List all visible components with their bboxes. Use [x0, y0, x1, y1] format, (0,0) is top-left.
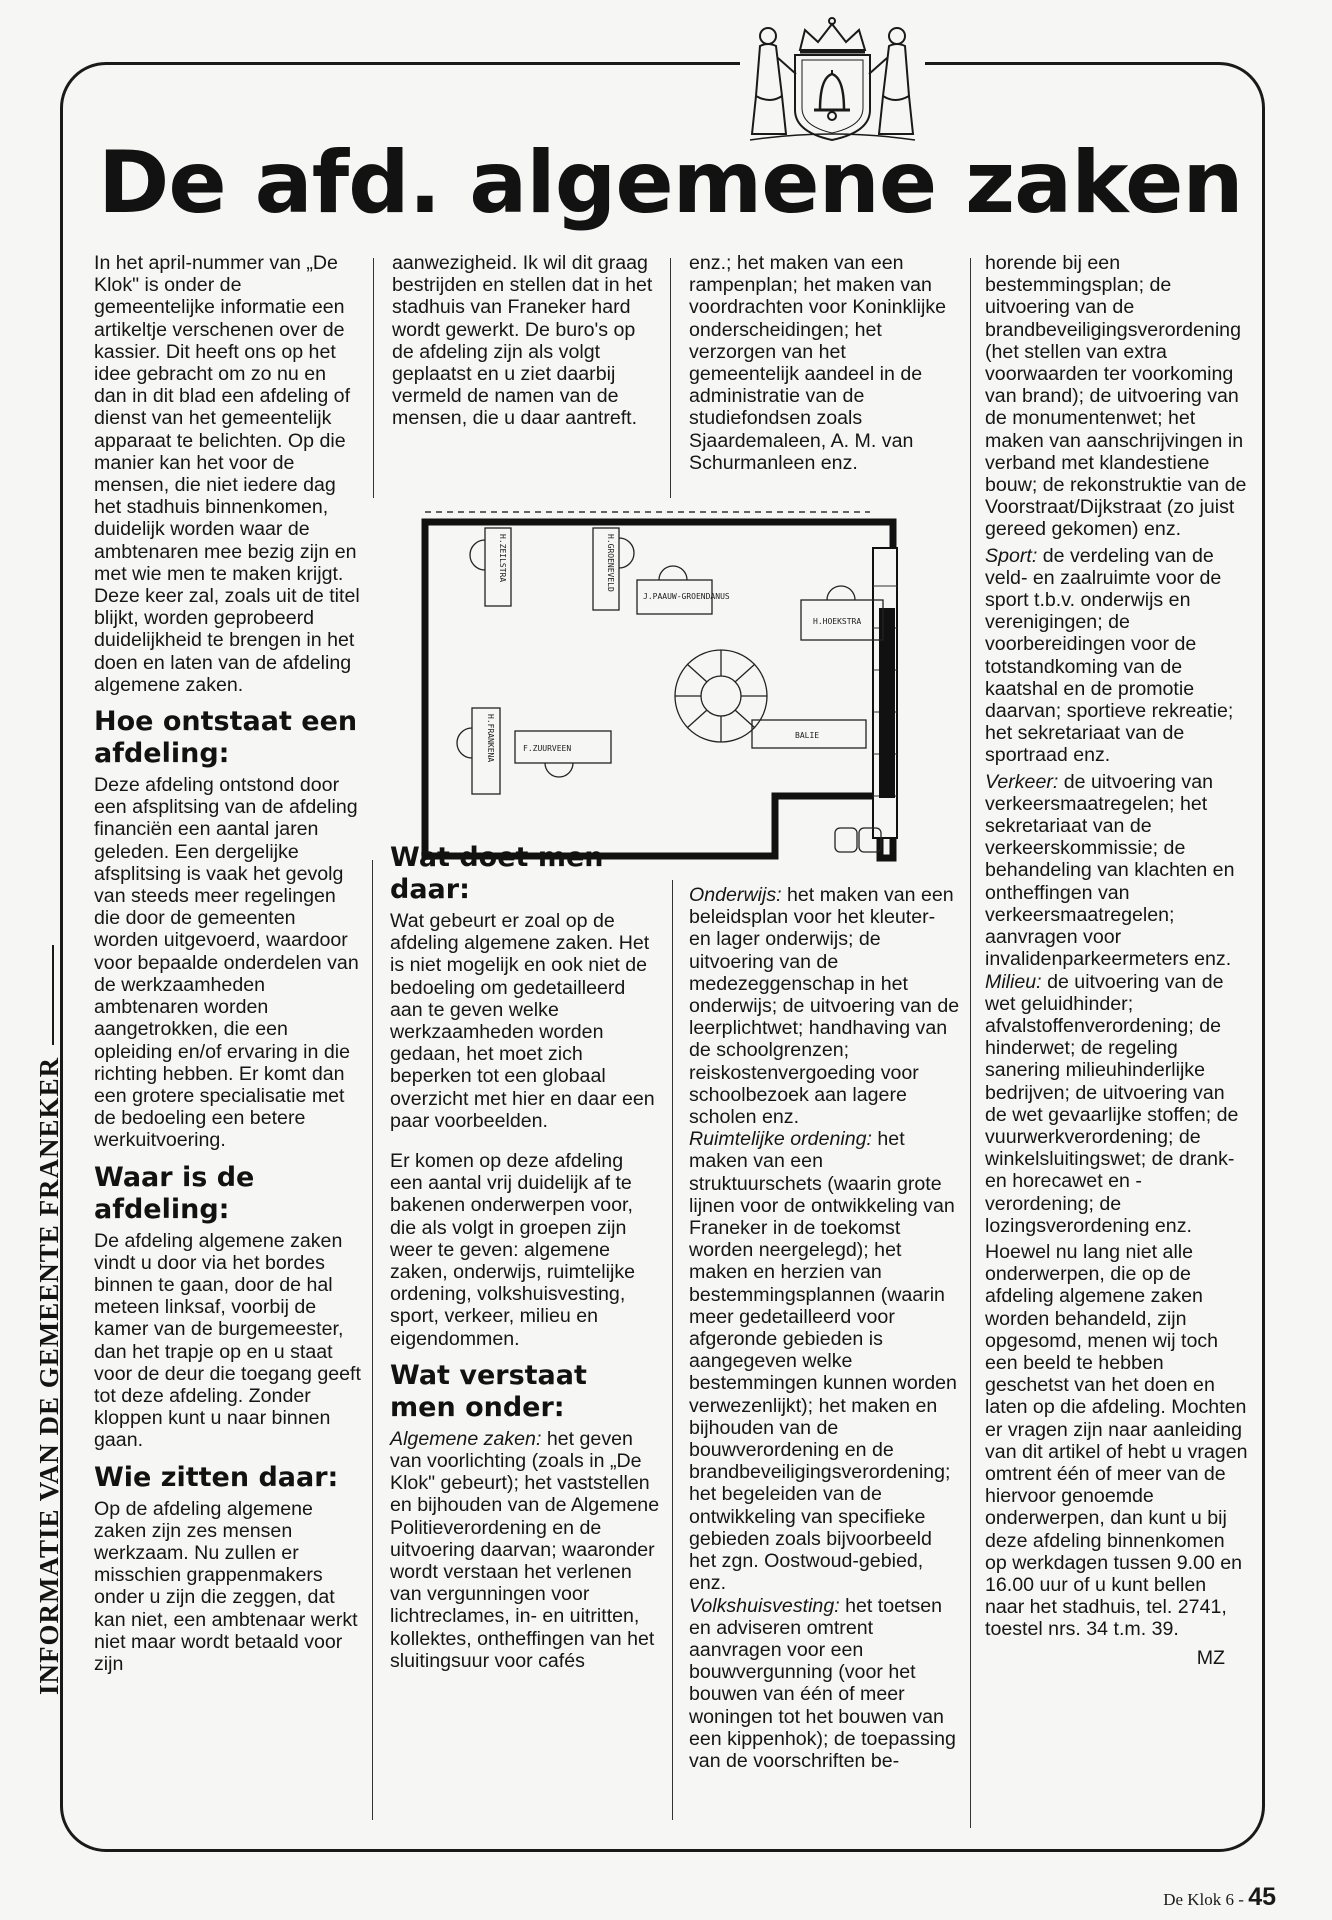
column-3-bottom [689, 884, 961, 1772]
education-label: Onderwijs: [689, 884, 782, 906]
housing-paragraph [689, 1595, 961, 1773]
column-3-top [689, 252, 961, 474]
traffic-label: Verkeer: [985, 770, 1059, 793]
side-rule [52, 945, 54, 1045]
column-4 [985, 252, 1249, 1669]
education-paragraph [689, 884, 961, 1128]
page-footer [1163, 1883, 1276, 1912]
planning-paragraph [689, 1128, 961, 1594]
staff-paragraph: Op de afdeling algemene zaken zijn zes mensen werkzaam. Nu zullen er misschien grappenmakers onder u zijn die zeggen, dat kan niet, een ambtenaar werkt niet maar wordt betaald voor zijn [94, 1497, 358, 1675]
side-label: INFORMATIE VAN DE GEMEENTE FRANEKER [34, 1056, 64, 1695]
location-paragraph: De afdeling algemene zaken vindt u door via het bordes binnen te gaan, door de hal meteen linksaf, voorbij de kamer van de burgemeester, dan het trapje op en u staat voor de deur die toegang geeft tot deze afdeling. Zonder kloppen kunt u naar binnen gaan. [94, 1229, 361, 1452]
sport-paragraph [985, 545, 1249, 767]
traffic-text: de uitvoering van verkeersmaatregelen; het sekretariaat van de verkeerskommissie; de behandeling van klachten en ontheffingen van verkeersmaatregelen; aanvragen voor invalidenparkeermeters enz. [985, 770, 1235, 971]
topics-paragraph: Er komen op deze afdeling een aantal vrij duidelijk af te bakenen onderwerpen voor, die als volgt in groepen zijn weer te geven: algemene zaken, onderwijs, ruimtelijke ordening, volkshuisvesting, sport, verkeer, milieu en eigendommen. [390, 1150, 636, 1350]
column-rule-4 [672, 880, 673, 1820]
section-heading-definitions: Wat verstaat men onder: [390, 1359, 587, 1423]
section-heading-staff: Wie zitten daar: [94, 1461, 339, 1493]
label-hoekstra: H.HOEKSTRA [813, 617, 862, 626]
education-text: het maken van een beleidsplan voor het kleuter- en lager onderwijs; de uitvoering van de medezeggenschap in het onderwijs; de uitvoering van de leerplichtwet; handhaving van de schoolgrenzen; reiskostenvergoeding voor schoolbezoek aan lagere scholen enz. [689, 884, 960, 1129]
section-heading-origin: Hoe ontstaat een afdeling: [94, 706, 358, 770]
headline: De afd. algemene zaken [98, 133, 1243, 233]
intro-paragraph: In het april-nummer van „De Klok" is onder de gemeentelijke informatie een artikeltje verschenen over de kassier. Dit heeft ons op het idee gebracht om zo nu en dan in dit blad een afdeling of dienst van het gemeentelijk apparaat te belichten. Op die manier kan het voor de mensen, die niet iedere dag het stadhuis binnenkomen, duidelijk worden waar de ambtenaren mee bezig zijn en met wie men te maken krijgt. [94, 252, 357, 585]
closing-paragraph: Hoewel nu lang niet alle onderwerpen, die op de afdeling algemene zaken worden behandeld, zijn opgesomd, menen wij toch een beeld te hebben geschetst van het doen en laten op die afdeling. Mochten er vragen zijn naar aanleiding van dit artikel of hebt u vragen omtrent één of meer van de hiervoor genoemde onderwerpen, dan kunt u bij deze afdeling binnenkomen op werkdagen tussen 9.00 en 16.00 uur of u kunt bellen naar het stadhuis, tel. 2741, toestel nrs. 34 t.m. 39. [985, 1240, 1248, 1641]
section-heading-activities: Wat doet men daar: [390, 842, 604, 905]
column-2-top [392, 252, 660, 430]
column-rule-5 [970, 258, 971, 1828]
label-balie: BALIE [795, 731, 820, 740]
intro-paragraph-2: Deze keer zal, zoals uit de titel blijkt, worden geprobeerd duidelijkheid te brengen in het doen en laten van de afdeling algemene zaken. [94, 585, 360, 696]
column-1 [94, 252, 362, 1675]
housing-continued: horende bij een bestemmingsplan; de uitvoering van de brandbeveiligingsverordening (het stellen van extra voorwaarden ter voorkoming van brand); de uitvoering van de monumentenwet; het maken van aanschrijvingen in verband met klandestiene bouw; de rekonstruktie van de Voorstraat/Dijkstraat (zo juist gereed gekomen) enz. [985, 252, 1247, 541]
housing-text: het toetsen en adviseren omtrent aanvragen voor een bouwvergunning (voor het bouwen van één of meer woningen tot het bouwen van een kippenhok); de toepassing van de voorschriften be- [689, 1594, 956, 1772]
environment-paragraph [985, 971, 1249, 1237]
section-heading-location: Waar is de afdeling: [94, 1161, 255, 1225]
desks-paragraph: aanwezigheid. Ik wil dit graag bestrijden en stellen dat in het stadhuis van Franeker hard wordt gewerkt. De buro's op de afdeling zijn als volgt geplaatst en u ziet daarbij vermeld de namen van de mensen, die u daar aantreft. [392, 252, 653, 430]
coat-of-arms-bell-icon [740, 10, 925, 146]
origin-paragraph: Deze afdeling ontstond door een afsplitsing van de afdeling financiën een aantal jaren geleden. Een dergelijke afsplitsing is vaak het gevolg van steeds meer regelingen die door de gemeenten worden uitgevoerd, waardoor voor bepaalde onderdelen van de werkzaamheden ambtenaren worden aangetrokken, die een opleiding en/of ervaring in die richting hebben. Er komt dan een grotere specialisatie met de bedoeling een betere werkuitvoering. [94, 774, 359, 1152]
column-rule-2 [372, 860, 373, 1820]
environment-label: Milieu: [985, 970, 1042, 993]
sport-text: de verdeling van de veld- en zaalruimte voor de sport t.b.v. onderwijs en verenigingen; de voorbereidingen voor de totstandkoming van de kaatshal en de promotie daarvan; sportieve rekreatie; het sekretariaat van de sportraad enz. [985, 544, 1234, 767]
label-groeneveld: H.GROENEVELD [606, 534, 615, 592]
footer-dash: - [1238, 1890, 1244, 1909]
general-affairs-label: Algemene zaken: [390, 1427, 542, 1450]
page-number: 45 [1248, 1883, 1276, 1911]
activities-paragraph: Wat gebeurt er zoal op de afdeling algemene zaken. Het is niet mogelijk en ook niet de bedoeling om gedetailleerd aan te geven welke werkzaamheden worden gedaan, het moet zich beperken tot een globaal overzicht met hier en daar een paar voorbeelden. [390, 910, 655, 1132]
sport-label: Sport: [985, 544, 1038, 567]
author-initials: MZ [1196, 1646, 1225, 1669]
general-affairs-continued: enz.; het maken van een rampenplan; het maken van voordrachten voor Koninklijke onderscheidingen; het verzorgen van het gemeentelijk aandeel in de administratie van de studiefondsen zoals Sjaardemaleen, A. M. van Schurmanleen enz. [689, 252, 947, 474]
label-zeilstra: H.ZEILSTRA [498, 534, 507, 583]
label-frankena: H.FRANKENA [486, 714, 495, 763]
planning-label: Ruimtelijke ordening: [689, 1128, 872, 1151]
general-affairs-paragraph [390, 1428, 660, 1672]
label-zuurveen: F.ZUURVEEN [523, 744, 572, 753]
column-2-bottom [390, 832, 660, 1672]
traffic-paragraph [985, 771, 1249, 971]
column-rule-3 [670, 258, 671, 498]
general-affairs-text: het geven van voorlichting (zoals in „De Klok" gebeurt); het vaststellen en bijhouden van de Algemene Politieverordening en de uitvoering daarvan; waaronder wordt verstaan het verlenen van vergunningen voor lichtreclames, in- en uitritten, kollektes, ontheffingen van het sluitingsuur voor cafés [390, 1427, 660, 1672]
planning-text: het maken van een struktuurschets (waarin grote lijnen voor de ontwikkeling van Franeker in de toekomst worden neergelegd); het maken en herzien van bestemmingsplannen (waarin meer gedetailleerd voor afgeronde gebieden is aangegeven welke bestemmingen kunnen worden verwezenlijkt); het maken en bijhouden van de bouwverordening en de brandbeveiligingsverordening; het begeleiden van de ontwikkeling van specifieke gebieden zoals bijvoorbeeld het zgn. Oostwoud-gebied, enz. [689, 1128, 957, 1595]
magazine-name: De Klok 6 [1163, 1890, 1235, 1909]
label-paauw-groendanus: J.PAAUW-GROENDANUS [643, 592, 730, 601]
environment-text: de uitvoering van de wet geluidhinder; afvalstoffenverordening; de hinderwet; de regeling sanering milieuhinderlijke bedrijven; de uitvoering van de wet gevaarlijke stoffen; de vuurwerkverordening; de winkelsluitingswet; de drank- en horecawet en -verordening; de lozingsverordening enz. [985, 970, 1239, 1237]
housing-label: Volkshuisvesting: [689, 1594, 840, 1617]
office-floor-plan [415, 508, 925, 863]
column-rule-1 [373, 258, 374, 498]
